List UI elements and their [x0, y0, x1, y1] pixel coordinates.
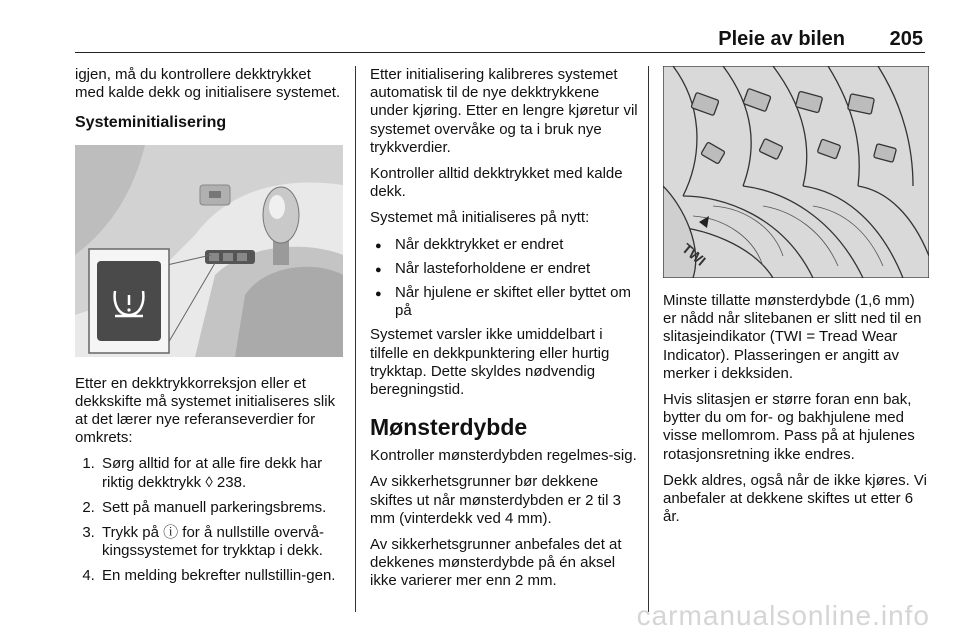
paragraph: Hvis slitasjen er større foran enn bak, bytter du om for- og bakhjulene med visse mellomrom. Pass på at hjulenes rotasjonsretning ikke endres.: [663, 391, 915, 463]
paragraph: Dekk aldres, også når de ikke kjøres. Vi anbefaler at dekkene skiftes ut etter 6 år.: [663, 471, 928, 526]
list-item: ● Når lasteforholdene er endret: [395, 260, 638, 278]
paragraph: Kontroller mønsterdybden regelmes-sig.: [370, 447, 637, 465]
page-number: 205: [889, 28, 923, 50]
twi-label: TWI: [679, 240, 710, 269]
init-steps-list: [75, 455, 343, 585]
paragraph: Av sikkerhetsgrunner anbefales det at dekkenes mønsterdybde på én aksel ikke varierer mer enn 2 mm.: [370, 536, 622, 590]
tpms-button-illustration: [75, 145, 343, 357]
paragraph: Kontroller alltid dekktrykket med kalde dekk.: [370, 165, 623, 201]
list-item: 1. Sørg alltid for at alle fire dekk har riktig dekktrykk ◊ 238.: [99, 455, 343, 491]
column-1: [75, 66, 343, 593]
list-item: 4. En melding bekrefter nullstillin-gen.: [99, 567, 343, 585]
column-divider: [648, 66, 649, 612]
page-header: [75, 26, 925, 53]
column-2: [370, 66, 638, 599]
paragraph: Minste tillatte mønsterdybde (1,6 mm) er nådd når slitebanen er slitt ned til en slitasjeindikator (TWI = Tread Wear Indicator). Plasseringen er angitt av merker i dekksiden.: [663, 292, 922, 382]
column-divider: [355, 66, 356, 612]
column-3: [663, 66, 929, 534]
watermark: carmanualsonline.info: [636, 600, 930, 631]
list-item: ● Når dekktrykket er endret: [395, 236, 638, 254]
intro-paragraph: igjen, må du kontrollere dekktrykket med kalde dekk og initialisere systemet.: [75, 66, 341, 102]
init-description: Etter en dekktrykkorreksjon eller et dekkskifte må systemet initialiseres slik at det lærer nye referanseverdier for omkrets:: [75, 374, 336, 447]
chapter-title: Pleie av bilen: [718, 28, 845, 50]
tire-tread-illustration: [663, 66, 929, 278]
list-item: ● Når hjulene er skiftet eller byttet om på: [395, 284, 638, 320]
paragraph: Systemet varsler ikke umiddelbart i tilfelle en dekkpunktering eller hurtig trykktap. Dette skyldes nødvendig beregningstid.: [370, 326, 610, 399]
paragraph: Systemet må initialiseres på nytt:: [370, 209, 590, 227]
paragraph: Av sikkerhetsgrunner bør dekkene skiftes ut når mønsterdybden er 2 til 3 mm (vinterdekk ved 4 mm).: [370, 473, 621, 527]
list-item: 2. Sett på manuell parkeringsbrems.: [99, 499, 343, 517]
paragraph: Etter initialisering kalibreres systemet automatisk til de nye dekktrykkene under kjøring. Etter en lengre kjøretur vil systemet overvåke og ta i bruk nye trykkverdier.: [370, 66, 638, 156]
list-item: 3. Trykk på ⓘ for å nullstille overvå-kingssystemet for trykktap i dekk.: [99, 524, 343, 560]
reinit-conditions-list: [370, 236, 638, 321]
subheading-system-init: Systeminitialisering: [75, 114, 227, 132]
section-heading-tread-depth: Mønsterdybde: [370, 414, 528, 441]
